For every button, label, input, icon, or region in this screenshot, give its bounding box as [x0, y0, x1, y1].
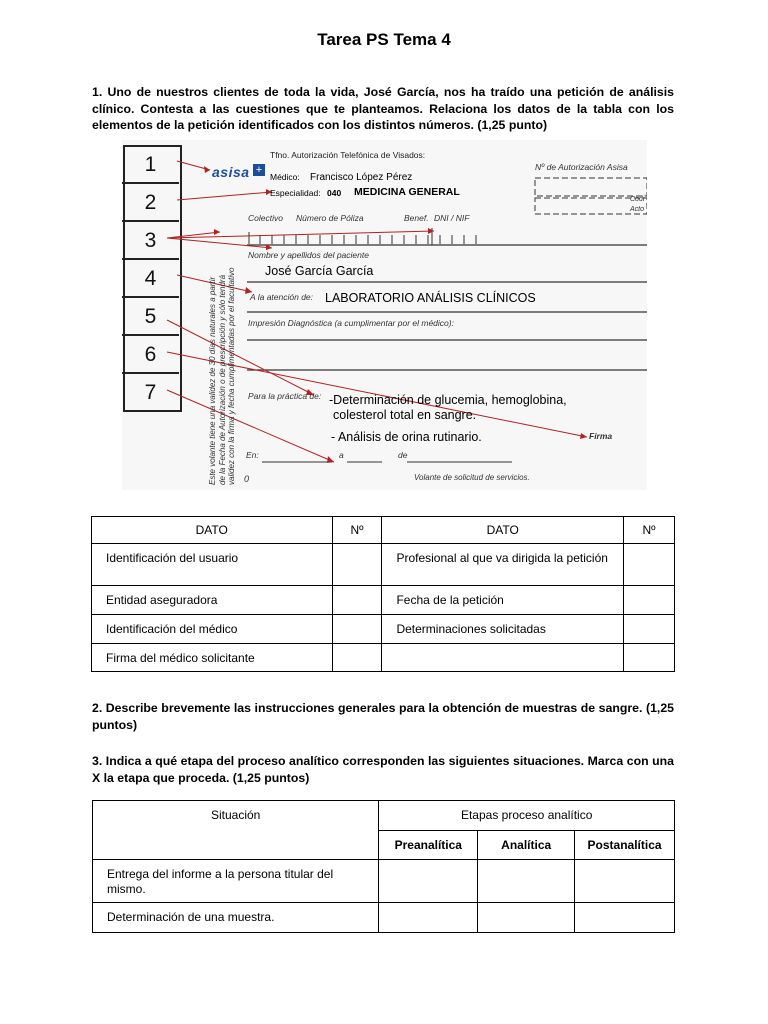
num-cell[interactable]	[332, 586, 382, 615]
dato-cell: Identificación del médico	[92, 615, 333, 644]
colectivo-label: Colectivo	[248, 213, 283, 223]
page-title: Tarea PS Tema 4	[317, 30, 451, 49]
form-number-5: 5	[122, 298, 179, 336]
situacion-header: Situación	[93, 801, 379, 860]
question-1: 1. Uno de nuestros clientes de toda la vida, José García, nos ha traído una petición de análisis clínico. Contesta a las cuestiones que te planteamos. Relaciona los datos de la tabla con los elementos de la petición identificados con los distintos números. (1,25 punto)	[92, 85, 674, 132]
dato-cell	[382, 644, 624, 672]
preanalitica-header: Preanalítica	[379, 831, 478, 860]
cross-icon: +	[253, 164, 265, 176]
situacion-cell: Determinación de una muestra.	[93, 903, 379, 933]
num-cell[interactable]	[332, 615, 382, 644]
table-row	[92, 586, 675, 615]
firma-label: Firma	[589, 431, 613, 441]
num-cell[interactable]	[624, 586, 675, 615]
practica-line-1: -Determinación de glucemia, hemoglobina,	[329, 393, 567, 407]
a-label: a	[339, 450, 344, 460]
dato-cell: Determinaciones solicitadas	[382, 615, 624, 644]
especialidad-label: Especialidad:	[270, 188, 321, 198]
num-cell[interactable]	[332, 644, 382, 672]
num-cell[interactable]	[624, 644, 675, 672]
table-header-row	[92, 517, 675, 544]
table-row	[92, 544, 675, 586]
postanalitica-mark-cell[interactable]	[575, 860, 675, 903]
acto-label: Acto	[630, 206, 645, 213]
dato-table	[91, 516, 675, 672]
medico-label: Médico:	[270, 172, 300, 182]
header-dato: DATO	[92, 517, 333, 544]
benef-label: Benef.	[404, 213, 429, 223]
table-header-row	[93, 801, 675, 831]
en-label: En:	[246, 450, 259, 460]
form-zero: 0	[244, 474, 250, 484]
form-number-7: 7	[144, 381, 157, 404]
num-cell[interactable]	[624, 615, 675, 644]
situacion-cell: Entrega del informe a la persona titular del mismo.	[93, 860, 379, 903]
postanalitica-header: Postanalítica	[575, 831, 675, 860]
dato-cell: Identificación del usuario	[92, 544, 333, 586]
atencion-label: A la atención de:	[250, 292, 314, 302]
header-num: Nº	[624, 517, 675, 544]
num-cell[interactable]	[624, 544, 675, 586]
preanalitica-mark-cell[interactable]	[379, 860, 478, 903]
table-row	[92, 615, 675, 644]
practica-line-3: - Análisis de orina rutinario.	[331, 430, 482, 444]
analitica-mark-cell[interactable]	[478, 860, 575, 903]
header-num: Nº	[332, 517, 382, 544]
question-2: 2. Describe brevemente las instrucciones generales para la obtención de muestras de sangre. (1,25 puntos)	[92, 701, 674, 732]
analitica-mark-cell[interactable]	[478, 903, 575, 933]
analitica-header: Analítica	[478, 831, 575, 860]
dato-cell: Entidad aseguradora	[92, 586, 333, 615]
especialidad-name: MEDICINA GENERAL	[354, 186, 460, 198]
form-header-label: Tfno. Autorización Telefónica de Visados:	[270, 150, 426, 160]
practica-line-2: colesterol total en sangre.	[333, 408, 477, 422]
etapas-table	[92, 800, 675, 933]
request-form-image	[122, 140, 647, 490]
medico-name: Francisco López Pérez	[310, 172, 413, 183]
dato-cell: Fecha de la petición	[382, 586, 624, 615]
num-cell[interactable]	[332, 544, 382, 586]
etapas-header: Etapas proceso analítico	[379, 801, 675, 831]
form-number-4: 4	[122, 260, 179, 298]
codigo-label: Códi	[630, 196, 645, 203]
poliza-label: Número de Póliza	[296, 213, 364, 223]
especialidad-code: 040	[327, 188, 342, 198]
autorizacion-label: Nº de Autorización Asisa	[535, 162, 628, 172]
paciente-label: Nombre y apellidos del paciente	[248, 250, 369, 260]
form-number-3: 3	[122, 222, 179, 260]
impresion-label: Impresión Diagnóstica (a cumplimentar por el médico):	[248, 318, 454, 328]
paciente-name: José García García	[265, 264, 374, 278]
preanalitica-mark-cell[interactable]	[379, 903, 478, 933]
form-number-6: 6	[122, 336, 179, 374]
atencion-value: LABORATORIO ANÁLISIS CLÍNICOS	[325, 291, 536, 305]
form-validity-note: Este volante tiene una validez de 30 días naturales a partir de la Fecha de Autorización o de prescripción y sólo tendrá validez con la firma y fecha cumplimentadas por el facultativo	[208, 267, 236, 485]
table-row	[93, 860, 675, 903]
question-3: 3. Indica a qué etapa del proceso analítico corresponden las siguientes situaciones. Marca con una X la etapa que proceda. (1,25 puntos)	[92, 754, 674, 785]
volante-label: Volante de solicitud de servicios.	[414, 473, 530, 482]
practica-label: Para la práctica de:	[248, 391, 322, 401]
form-number-2: 2	[122, 184, 179, 222]
de-label: de	[398, 450, 408, 460]
dato-cell: Profesional al que va dirigida la petición	[382, 544, 624, 586]
form-number-1: 1	[122, 146, 179, 184]
dato-cell: Firma del médico solicitante	[92, 644, 333, 672]
postanalitica-mark-cell[interactable]	[575, 903, 675, 933]
asisa-logo: asisa	[212, 164, 250, 180]
header-dato: DATO	[382, 517, 624, 544]
dni-label: DNI / NIF	[434, 213, 470, 223]
table-row	[92, 644, 675, 672]
table-row	[93, 903, 675, 933]
